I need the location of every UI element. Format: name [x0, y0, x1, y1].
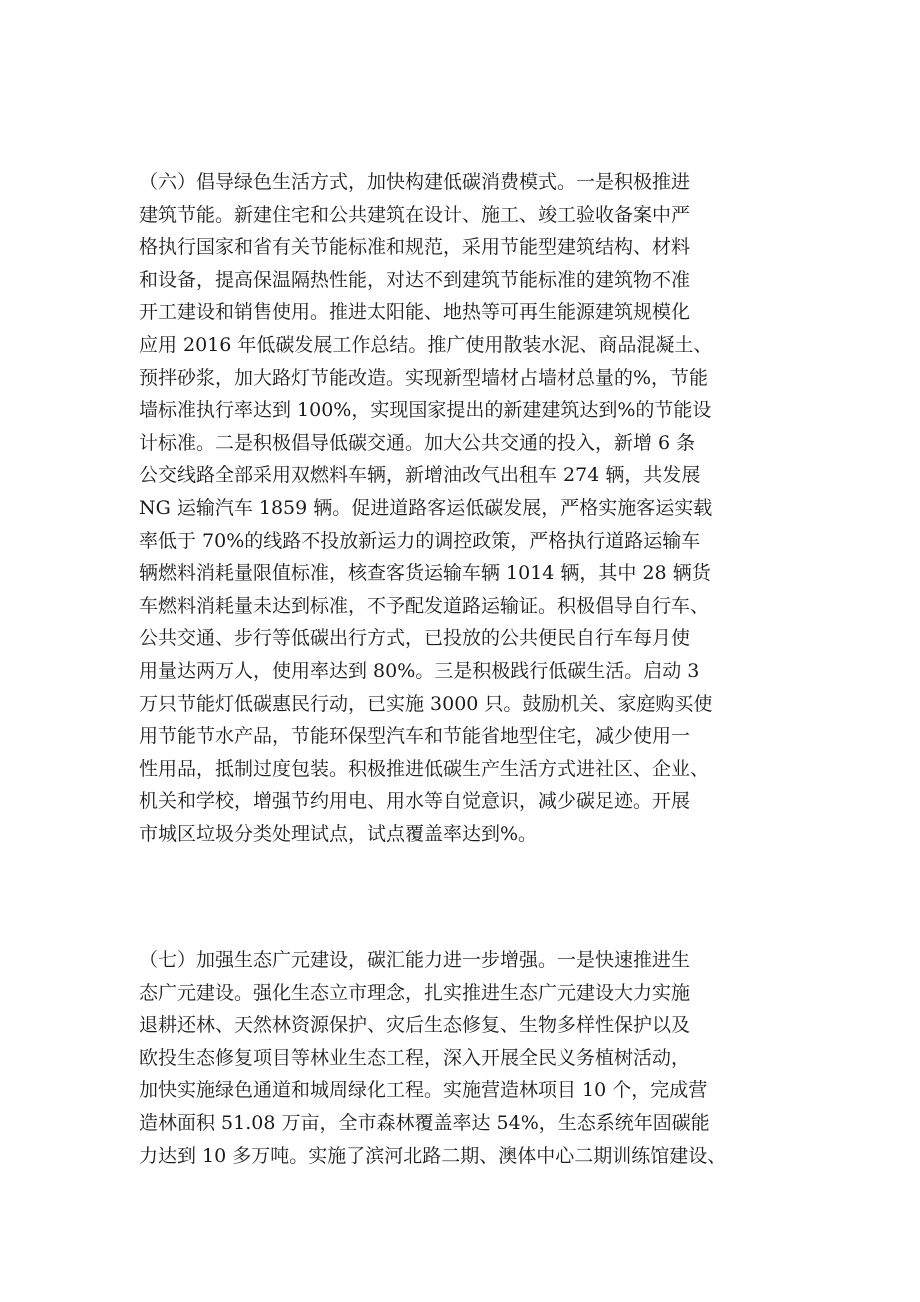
text-line: NG 运输汽车 1859 辆。促进道路客运低碳发展，严格实施客运实载	[139, 496, 713, 519]
text-line: 公共交通、步行等低碳出行方式，已投放的公共便民自行车每月使	[139, 627, 691, 650]
text-line: 和设备，提高保温隔热性能，对达不到建筑节能标准的建筑物不准	[139, 268, 691, 291]
text-line: 预拌砂浆，加大路灯节能改造。实现新型墙材占墙材总量的%，节能	[139, 366, 709, 389]
paragraph-section-6	[139, 166, 799, 850]
text-line: 车燃料消耗量未达到标准，不予配发道路运输证。积极倡导自行车、	[139, 594, 710, 617]
text-line: 欧投生态修复项目等林业生态工程，深入开展全民义务植树活动，	[139, 1046, 691, 1069]
text-line: 退耕还林、天然林资源保护、灾后生态修复、生物多样性保护以及	[139, 1014, 691, 1037]
text-line: 万只节能灯低碳惠民行动，已实施 3000 只。鼓励机关、家庭购买使	[139, 692, 713, 715]
text-line: 辆燃料消耗量限值标准，核查客货运输车辆 1014 辆，其中 28 辆货	[139, 562, 711, 585]
text-line: 率低于 70%的线路不投放新运力的调控政策，严格执行道路运输车	[139, 529, 701, 552]
text-line: 计标准。二是积极倡导低碳交通。加大公共交通的投入，新增 6 条	[139, 431, 696, 454]
paragraph-section-7	[139, 944, 799, 1172]
text-line: 用量达两万人，使用率达到 80%。三是积极践行低碳生活。启动 3	[139, 659, 700, 682]
text-line: 造林面积 51.08 万亩，全市森林覆盖率达 54%，生态系统年固碳能	[139, 1111, 710, 1134]
text-line: 加快实施绿色通道和城周绿化工程。实施营造林项目 10 个，完成营	[139, 1079, 708, 1102]
text-line: 用节能节水产品，节能环保型汽车和节能省地型住宅，减少使用一	[139, 725, 691, 748]
text-line: 市城区垃圾分类处理试点，试点覆盖率达到%。	[139, 822, 538, 845]
text-line: 力达到 10 多万吨。实施了滨河北路二期、澳体中心二期训练馆建设、	[139, 1144, 727, 1167]
text-line: 应用 2016 年低碳发展工作总结。推广使用散装水泥、商品混凝土、	[139, 333, 713, 356]
text-line: 建筑节能。新建住宅和公共建筑在设计、施工、竣工验收备案中严	[139, 203, 691, 226]
text-line: （七）加强生态广元建设，碳汇能力进一步增强。一是快速推进生	[139, 949, 691, 971]
text-line: 开工建设和销售使用。推进太阳能、地热等可再生能源建筑规模化	[139, 301, 691, 324]
text-line: 格执行国家和省有关节能标准和规范，采用节能型建筑结构、材料	[139, 236, 691, 259]
text-line: 态广元建设。强化生态立市理念，扎实推进生态广元建设大力实施	[139, 981, 691, 1004]
text-line: 公交线路全部采用双燃料车辆，新增油改气出租车 274 辆，共发展	[139, 464, 701, 487]
text-line: 性用品，抵制过度包装。积极推进低碳生产生活方式进社区、企业、	[139, 757, 710, 780]
text-line: 机关和学校，增强节约用电、用水等自觉意识，减少碳足迹。开展	[139, 790, 691, 813]
text-line: （六）倡导绿色生活方式，加快构建低碳消费模式。一是积极推进	[139, 171, 691, 193]
text-line: 墙标准执行率达到 100%，实现国家提出的新建建筑达到%的节能设	[139, 399, 712, 422]
